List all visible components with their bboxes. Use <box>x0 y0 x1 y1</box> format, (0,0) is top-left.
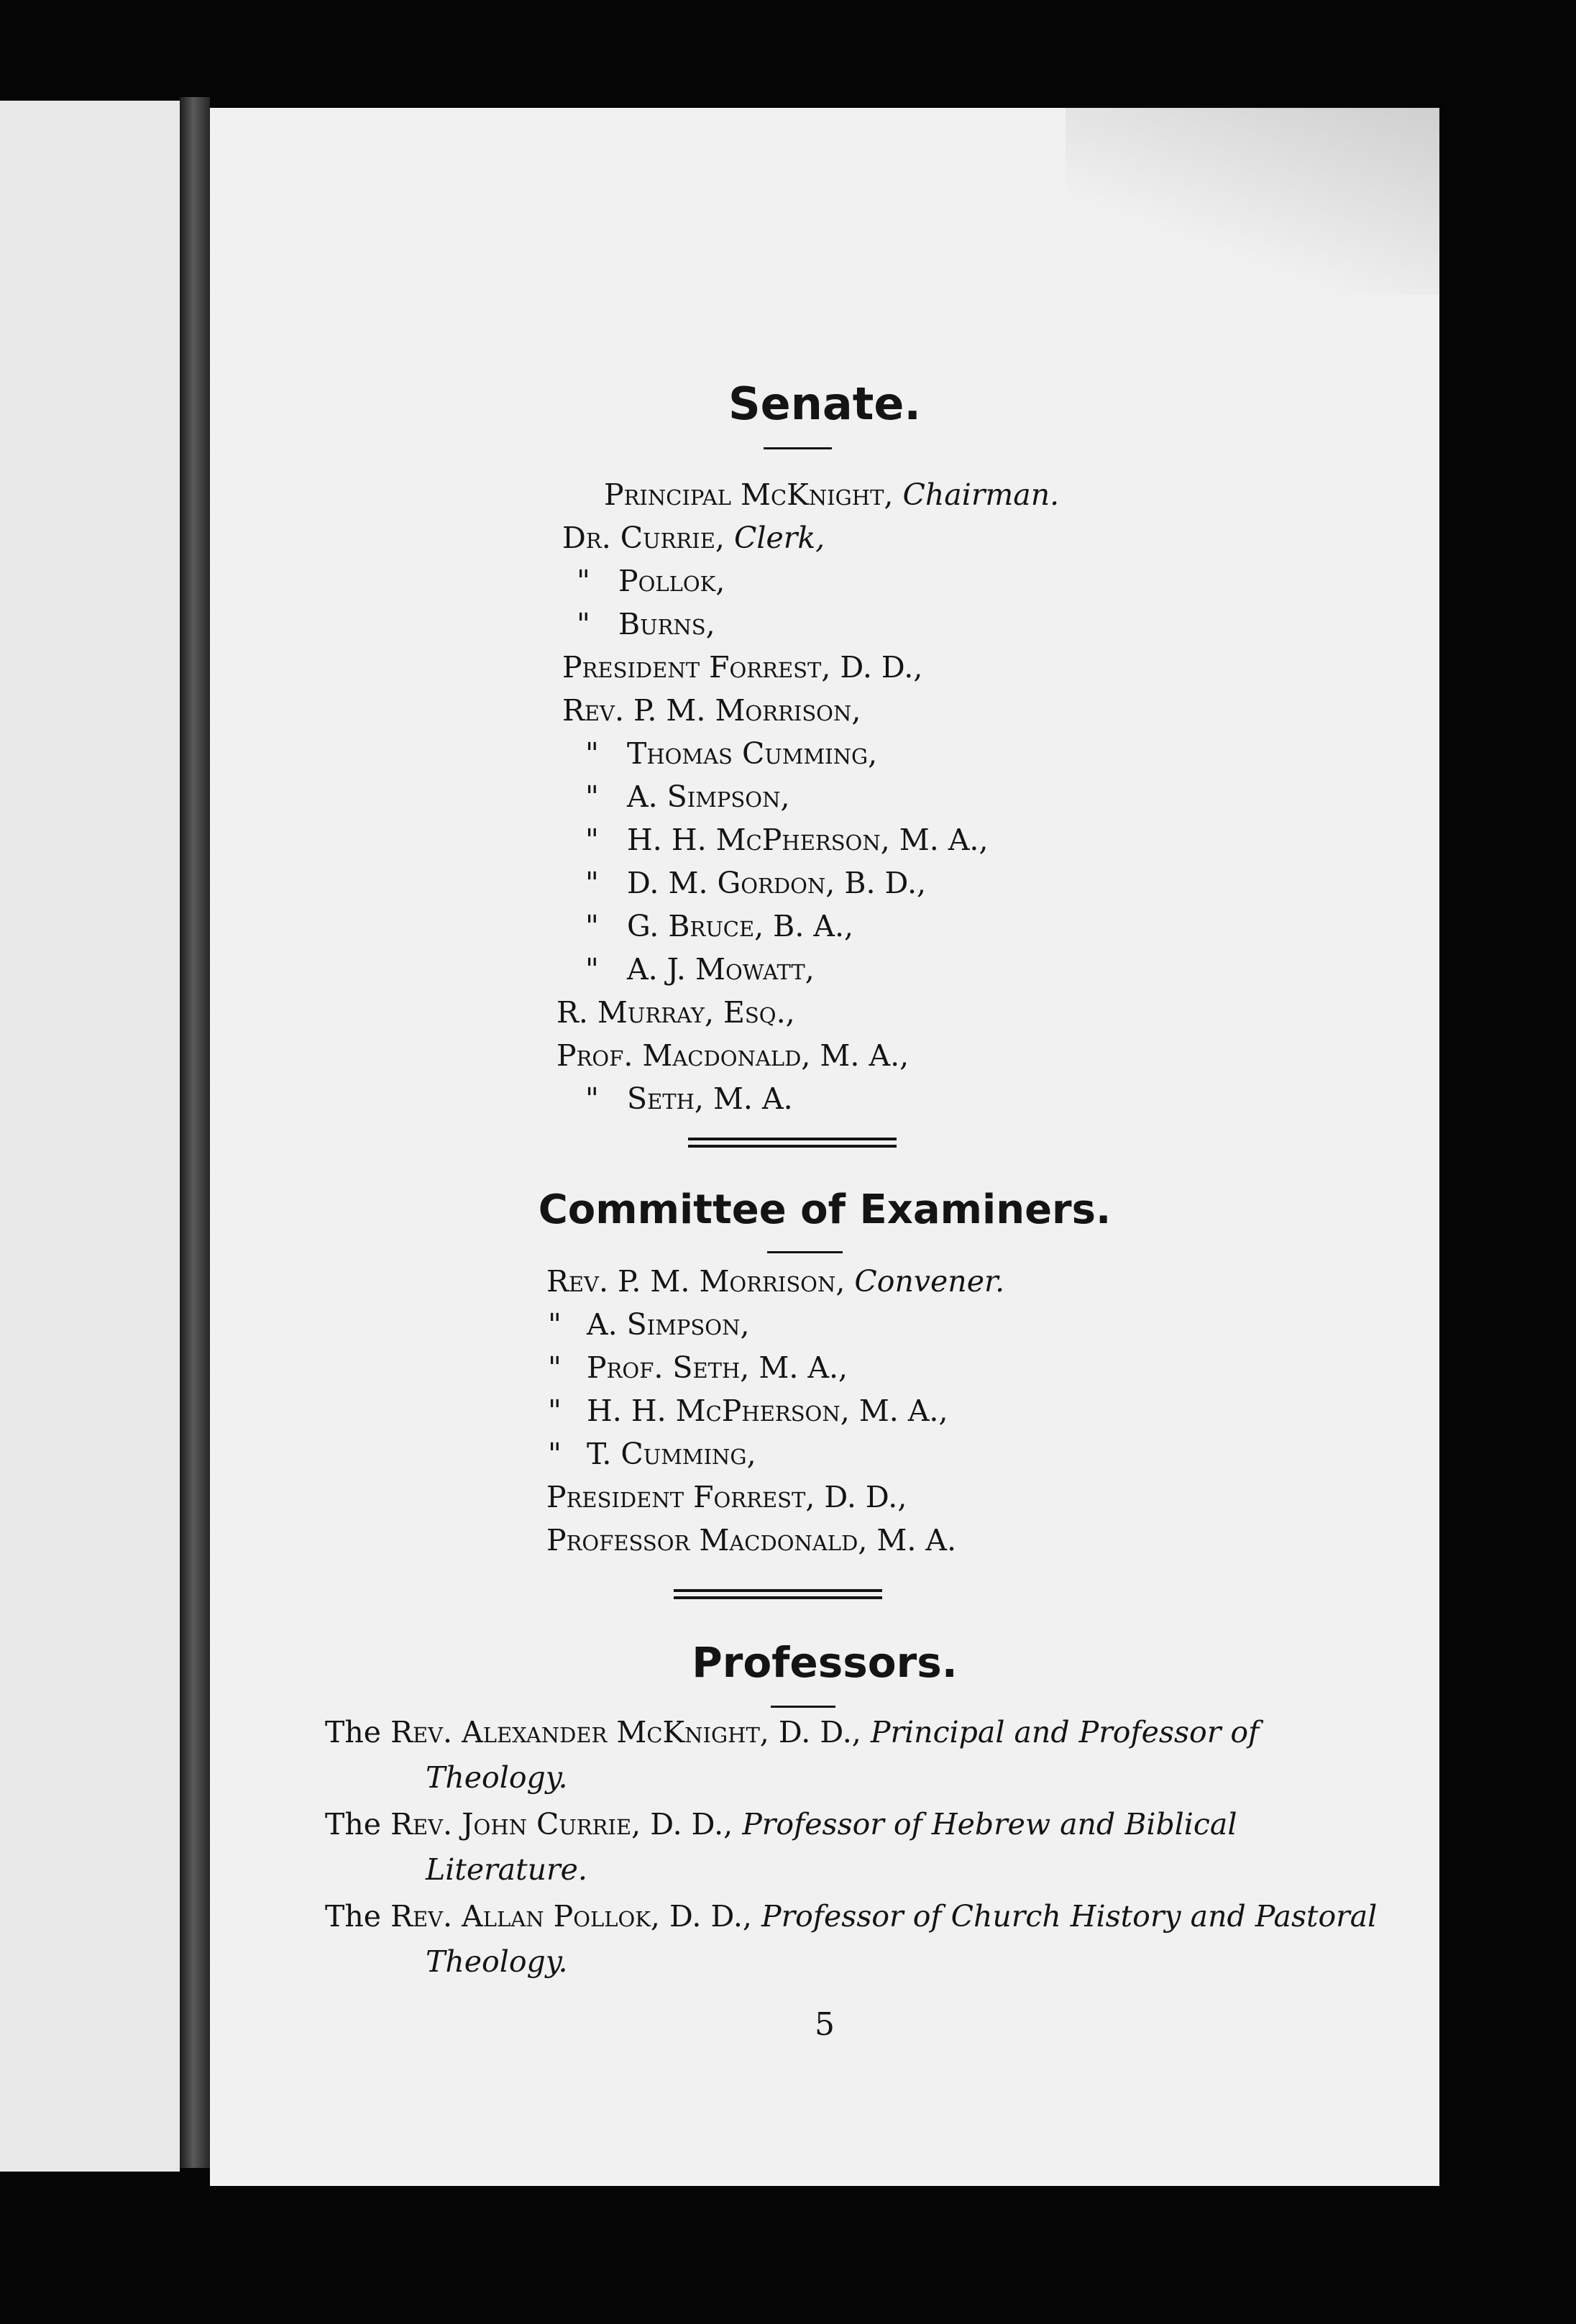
senate-member: " Pollok, <box>577 564 725 598</box>
senate-member: " A. Simpson, <box>585 779 790 814</box>
senate-member: " Seth, M. A. <box>585 1081 793 1116</box>
senate-member: " G. Bruce, B. A., <box>585 909 854 943</box>
committee-member: President Forrest, D. D., <box>546 1480 907 1514</box>
page-shadow <box>1066 108 1439 295</box>
senate-member: Principal McKnight, Chairman. <box>604 477 1060 512</box>
senate-member: Prof. Macdonald, M. A., <box>556 1038 910 1073</box>
committee-member: Rev. P. M. Morrison, Convener. <box>546 1264 1005 1299</box>
book-spine <box>180 97 210 2168</box>
senate-member: " D. M. Gordon, B. D., <box>585 866 927 900</box>
committee-member: " H. H. McPherson, M. A., <box>548 1394 948 1428</box>
professor-entry: The Rev. Alexander McKnight, D. D., Principal and Professor of Theology. <box>325 1715 1260 1795</box>
section-divider <box>674 1589 882 1599</box>
senate-member: " Thomas Cumming, <box>585 736 878 771</box>
committee-rule <box>767 1251 843 1253</box>
senate-heading: Senate. <box>728 378 921 430</box>
committee-member: " A. Simpson, <box>548 1307 750 1342</box>
senate-member: " Burns, <box>577 607 715 641</box>
committee-member: Professor Macdonald, M. A. <box>546 1523 957 1557</box>
section-divider <box>688 1138 897 1148</box>
committee-heading: Committee of Examiners. <box>538 1186 1112 1233</box>
facing-page-edge <box>0 101 180 2172</box>
professor-entry: The Rev. John Currie, D. D., Professor of Hebrew and Biblical Literature. <box>325 1807 1237 1887</box>
page-number: 5 <box>815 2006 835 2043</box>
document-page <box>210 108 1439 2186</box>
senate-member: " A. J. Mowatt, <box>585 952 815 987</box>
senate-member: Rev. P. M. Morrison, <box>562 693 861 728</box>
committee-member: " Prof. Seth, M. A., <box>548 1350 848 1385</box>
professors-heading: Professors. <box>692 1638 958 1687</box>
senate-member: President Forrest, D. D., <box>562 650 923 685</box>
professors-rule <box>771 1706 835 1708</box>
senate-member: " H. H. McPherson, M. A., <box>585 823 989 857</box>
professor-entry: The Rev. Allan Pollok, D. D., Professor of Church History and Pastoral Theology. <box>325 1899 1378 1979</box>
senate-member: R. Murray, Esq., <box>556 995 795 1030</box>
senate-member: Dr. Currie, Clerk, <box>562 521 825 555</box>
senate-rule <box>764 447 832 449</box>
committee-member: " T. Cumming, <box>548 1437 756 1471</box>
